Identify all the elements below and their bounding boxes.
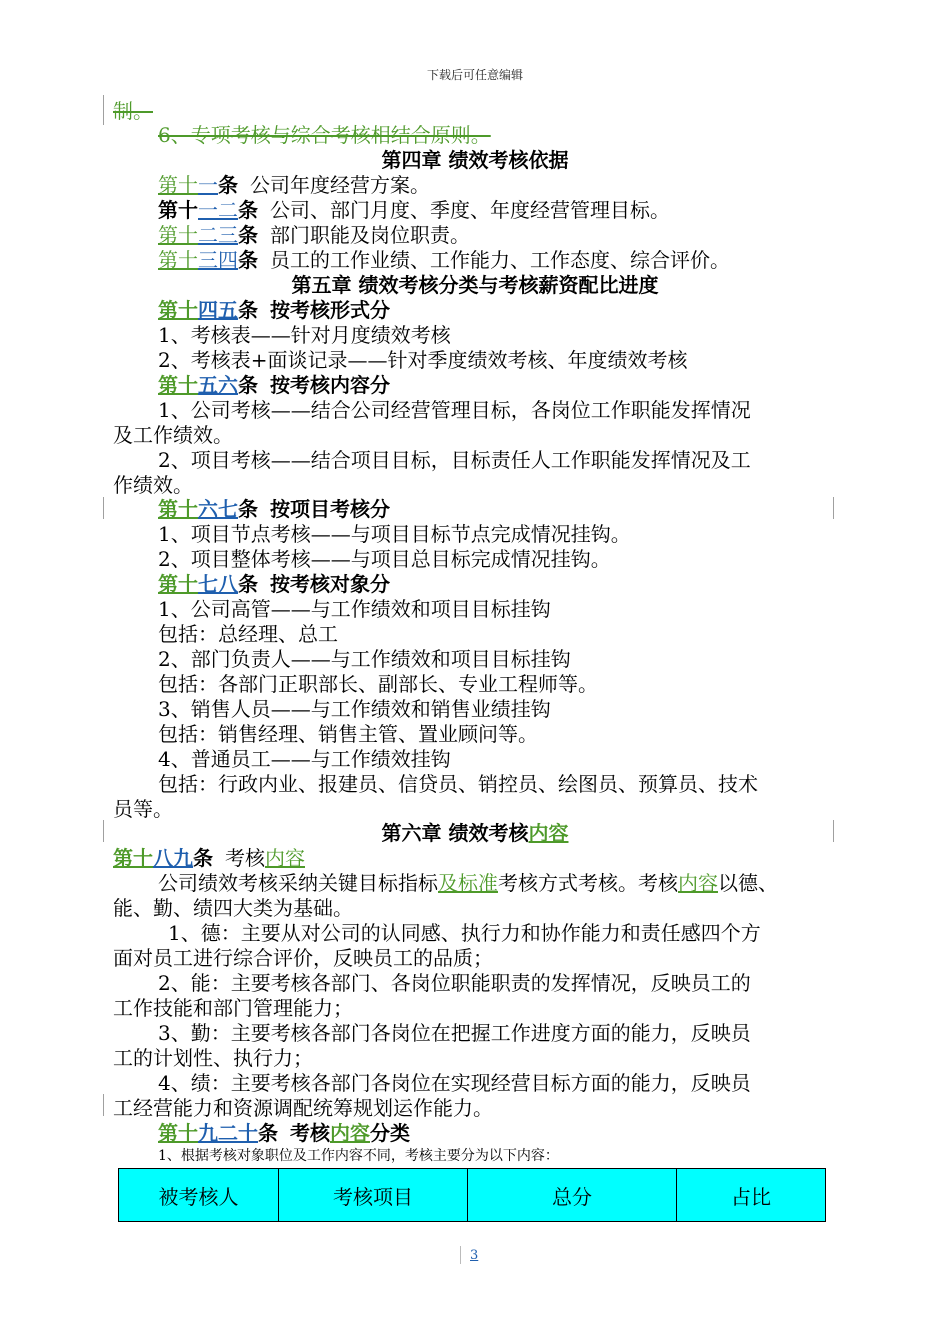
- text-run-change: 内容: [678, 871, 718, 895]
- list-item: 1、考核表——针对月度绩效考核: [158, 323, 451, 347]
- list-item-continued: 工的计划性、执行力；: [113, 1046, 313, 1070]
- text-run-change: 及标准: [438, 871, 498, 895]
- article-text: 部门职能及岗位职责。: [270, 223, 470, 247]
- article-text: 员工的工作业绩、工作能力、工作态度、综合评价。: [270, 248, 730, 272]
- article-18: [158, 572, 843, 597]
- article-17: [158, 497, 843, 522]
- article-number-change: 四五: [198, 298, 238, 322]
- list-item: 2、项目考核——结合项目目标，目标责任人工作职能发挥情况及工: [158, 448, 751, 472]
- article-number: 第十: [158, 497, 198, 521]
- list-item: 1、德：主要从对公司的认同感、执行力和协作能力和责任感四个方: [168, 921, 761, 945]
- chapter-title: 第六章 绩效考核: [381, 821, 529, 845]
- article-number-change: 五六: [198, 373, 238, 397]
- list-item: 4、绩：主要考核各部门各岗位在实现经营目标方面的能力，反映员: [158, 1071, 751, 1095]
- list-item: 1、公司高管——与工作绩效和项目目标挂钩: [158, 597, 551, 621]
- page-number: 3: [470, 1248, 479, 1263]
- article-number-change: 二三: [198, 223, 238, 247]
- article-number-change: 六七: [198, 497, 238, 521]
- article-text: 考核: [290, 1121, 330, 1145]
- article-number-change: 一: [198, 173, 218, 197]
- paragraph: [158, 871, 843, 896]
- chapter-5-heading: 第五章 绩效考核分类与考核薪资配比进度: [291, 273, 659, 297]
- article-text: 按考核对象分: [270, 572, 390, 596]
- article-20: [158, 1121, 843, 1146]
- text-run: 以德、: [718, 871, 778, 895]
- assessment-table: [118, 1168, 826, 1222]
- list-item: 1、项目节点考核——与项目目标节点完成情况挂钩。: [158, 522, 631, 546]
- article-suffix: 条: [238, 572, 258, 596]
- article-number-change: 九二十: [198, 1121, 258, 1145]
- article-suffix: 条: [238, 248, 258, 272]
- article-number: 第十: [158, 572, 198, 596]
- intro-text: 1、根据考核对象职位及工作内容不同，考核主要分为以下内容：: [158, 1148, 559, 1164]
- list-item-detail: 包括：各部门正职部长、副部长、专业工程师等。: [158, 672, 598, 696]
- article-text-change: 内容: [265, 846, 305, 870]
- article-text: 按考核形式分: [270, 298, 390, 322]
- article-number: 第十: [158, 1121, 198, 1145]
- change-bar: [103, 1094, 104, 1116]
- list-item-detail: 包括：总经理、总工: [158, 622, 338, 646]
- table-header-cell: 占比: [677, 1169, 826, 1222]
- article-number-change: 七八: [198, 572, 238, 596]
- article-text: 公司年度经营方案。: [250, 173, 430, 197]
- list-item-continued: 员等。: [113, 797, 173, 821]
- article-suffix: 条: [218, 173, 238, 197]
- list-item-continued: 及工作绩效。: [113, 423, 233, 447]
- text-run: 考核方式考核。考核: [498, 871, 678, 895]
- article-11: [158, 173, 843, 198]
- page-header: 下载后可任意编辑: [426, 68, 523, 82]
- article-text-change: 内容: [330, 1121, 370, 1145]
- article-number: 第十: [158, 298, 198, 322]
- article-number-change: 八九: [153, 846, 193, 870]
- article-text: 按项目考核分: [270, 497, 390, 521]
- list-item: 4、普通员工——与工作绩效挂钩: [158, 747, 451, 771]
- list-item: 2、项目整体考核——与项目总目标完成情况挂钩。: [158, 547, 611, 571]
- list-item: 3、销售人员——与工作绩效和销售业绩挂钩: [158, 697, 551, 721]
- article-number-change: 三四: [198, 248, 238, 272]
- paragraph-continued: 能、勤、绩四大类为基础。: [113, 896, 353, 920]
- article-number-change: 一二: [198, 198, 238, 222]
- list-item: 1、公司考核——结合公司经营管理目标，各岗位工作职能发挥情况: [158, 398, 751, 422]
- list-item: 2、部门负责人——与工作绩效和项目目标挂钩: [158, 647, 571, 671]
- table-header-cell: 被考核人: [119, 1169, 279, 1222]
- article-text: 考核: [225, 846, 265, 870]
- chapter-6-heading: [0, 821, 950, 846]
- article-14: [158, 248, 843, 273]
- article-number: 第十: [158, 373, 198, 397]
- table-header-cell: 总分: [468, 1169, 677, 1222]
- article-number: 第十: [158, 173, 198, 197]
- list-item-continued: 工作技能和部门管理能力；: [113, 996, 353, 1020]
- article-suffix: 条: [258, 1121, 278, 1145]
- article-text: 按考核内容分: [270, 373, 390, 397]
- article-suffix: 条: [238, 497, 258, 521]
- article-text: 公司、部门月度、季度、年度经营管理目标。: [270, 198, 670, 222]
- article-19: [113, 846, 843, 871]
- article-suffix: 条: [238, 298, 258, 322]
- list-item-continued: 工经营能力和资源调配统筹规划运作能力。: [113, 1096, 493, 1120]
- article-suffix: 条: [238, 223, 258, 247]
- list-item: 3、勤：主要考核各部门各岗位在把握工作进度方面的能力，反映员: [158, 1021, 751, 1045]
- list-item-continued: 作绩效。: [113, 473, 193, 497]
- article-15: [158, 298, 843, 323]
- deleted-principle: 6、专项考核与综合考核相结合原则。: [158, 123, 491, 147]
- list-item-detail: 包括：行政内业、报建员、信贷员、销控员、绘图员、预算员、技术: [158, 772, 758, 796]
- list-item-continued: 面对员工进行综合评价，反映员工的品质；: [113, 946, 493, 970]
- table-header-row: [119, 1169, 826, 1222]
- chapter-4-heading: 第四章 绩效考核依据: [381, 148, 569, 172]
- article-number: 第十: [113, 846, 153, 870]
- change-bar: [103, 497, 104, 519]
- article-suffix: 条: [193, 846, 213, 870]
- article-16: [158, 373, 843, 398]
- article-12: [158, 198, 843, 223]
- article-13: [158, 223, 843, 248]
- chapter-title-change: 内容: [528, 821, 569, 845]
- list-item-detail: 包括：销售经理、销售主管、置业顾问等。: [158, 722, 538, 746]
- article-number: 第十: [158, 248, 198, 272]
- article-suffix: 条: [238, 198, 258, 222]
- change-bar: [103, 95, 104, 125]
- deleted-text: 制。: [113, 99, 153, 123]
- text-run: 公司绩效考核采纳关键目标指标: [158, 871, 438, 895]
- article-number: 第十: [158, 223, 198, 247]
- list-item: 2、能：主要考核各部门、各岗位职能职责的发挥情况，反映员工的: [158, 971, 751, 995]
- article-number: 第十: [158, 198, 198, 222]
- table-header-cell: 考核项目: [279, 1169, 468, 1222]
- article-suffix: 条: [238, 373, 258, 397]
- page-number-divider: [460, 1246, 461, 1264]
- list-item: 2、考核表+面谈记录——针对季度绩效考核、年度绩效考核: [158, 348, 688, 372]
- article-text: 分类: [370, 1121, 410, 1145]
